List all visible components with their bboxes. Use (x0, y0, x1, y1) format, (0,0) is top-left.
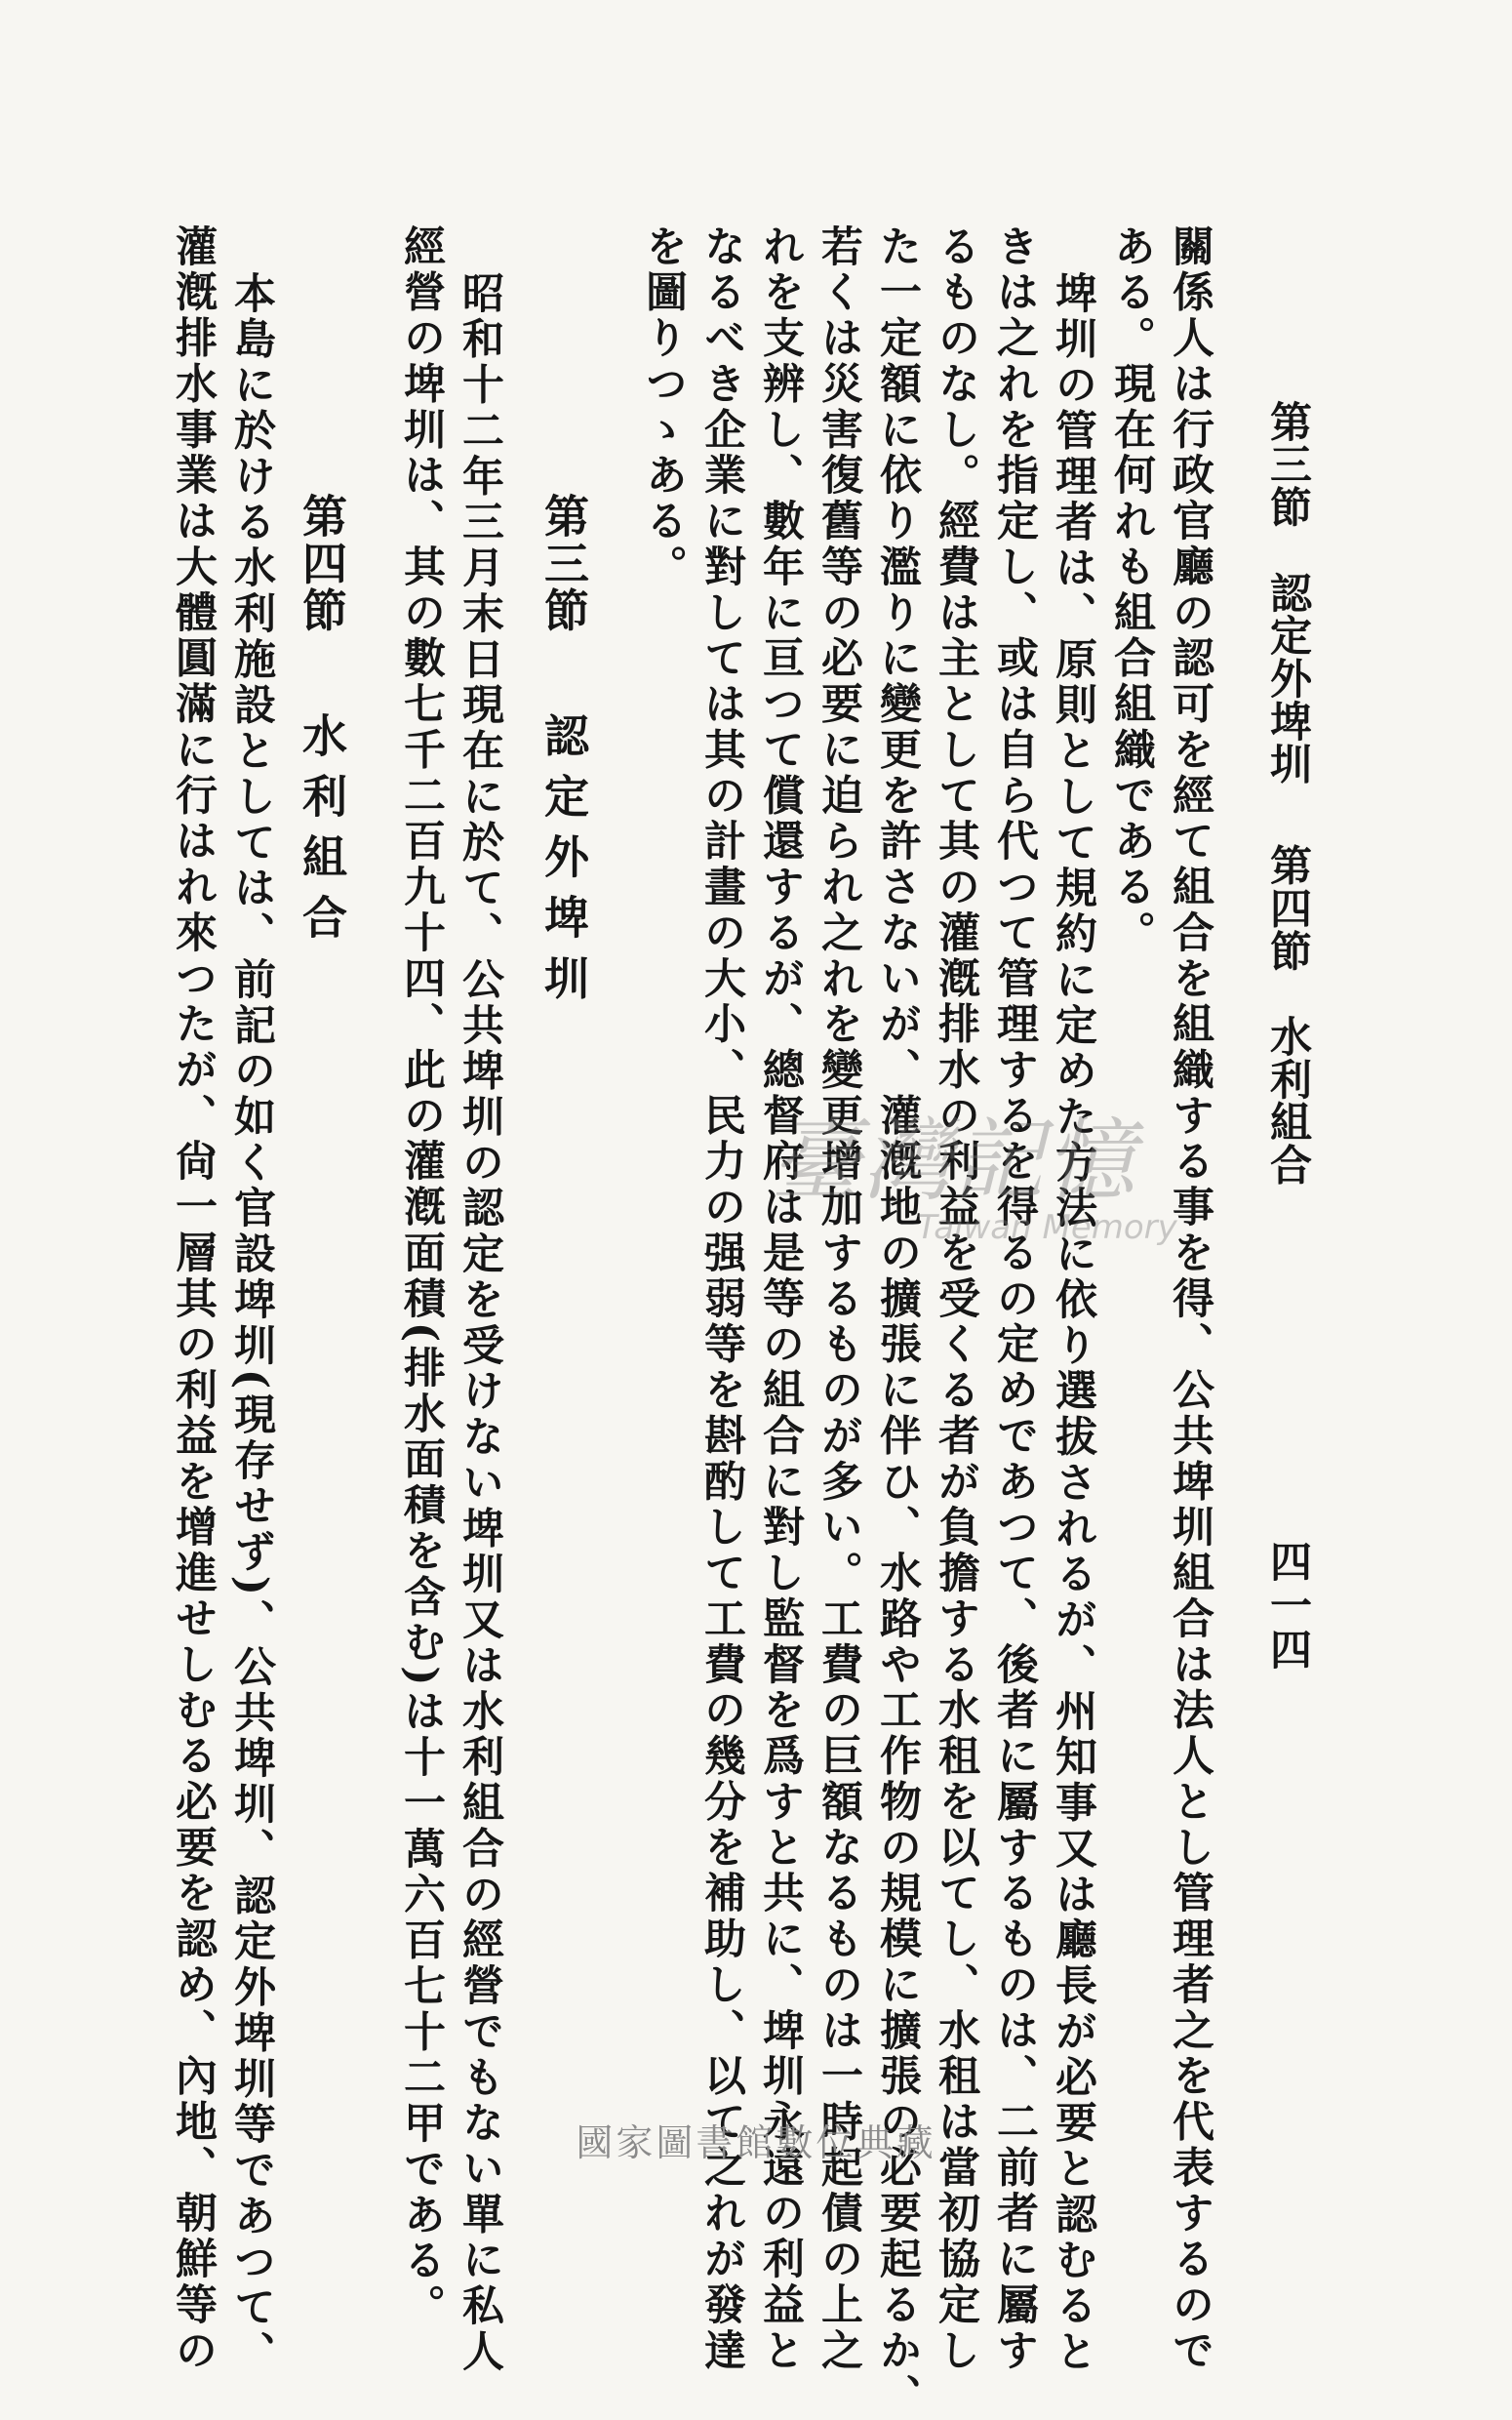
text-column: 昭和十二年三月末日現在に於て、公共埤圳の認定を受けない埤圳又は水利組合の經營でもない單に私人 (456, 271, 504, 2376)
running-header-left: 第三節 認定外埤圳 (1263, 400, 1312, 786)
section-heading-4 (293, 493, 351, 954)
watermark-sub: Taiwan Memory (917, 1208, 1177, 1247)
text-column: きは之れを指定し、或は自ら代つて管理するを得るの定めであつて、後者に屬するものは、二前者に屬す (990, 224, 1039, 2374)
text-column: 本島に於ける水利施設としては、前記の如く官設埤圳(現存せず)、公共埤圳、認定外埤圳等であつて、 (227, 271, 276, 2377)
running-header-right: 第四節 水利組合 (1263, 843, 1312, 1187)
text-column: ある。現在何れも組合組織である。 (1107, 224, 1156, 956)
section-3-title: 認定外埤圳 (537, 711, 590, 1016)
text-column: れを支辨し、數年に亘つて償還するが、總督府は是等の組合に對し監督を爲すと共に、埤圳永遠の利益と (756, 224, 805, 2374)
text-column: 經營の埤圳は、其の數七千二百九十四、此の灌漑面積(排水面積を含む)は十一萬六百七十二甲である。 (397, 224, 446, 2330)
text-column: 關係人は行政官廳の認可を經て組合を組織する事を得、公共埤圳組合は法人とし管理者之を代表するので (1166, 224, 1214, 2374)
text-column: 埤圳の管理者は、原則として規約に定めた方法に依り選拔されるが、州知事又は廳長が必要と認むると (1049, 271, 1097, 2376)
footer-library-credit: 國家圖書館數位典藏 (576, 2121, 936, 2164)
text-column: た一定額に依り濫りに變更を許さないが、灌漑地の擴張に伴ひ、水路や工作物の規模に擴張の必要起るか、 (873, 224, 922, 2420)
section-4-number: 第四節 (296, 493, 348, 634)
section-4-title: 水利組合 (296, 711, 348, 955)
text-column: るものなし。經費は主として其の灌漑排水の利益を受くる者が負擔する水租を以てし、水租は當初協定し (932, 224, 980, 2374)
section-3-number: 第三節 (537, 493, 590, 634)
watermark-main: 臺灣記憶 (771, 1109, 1137, 1213)
text-column: なるべき企業に對しては其の計畫の大小、民力の强弱等を斟酌して工費の幾分を補助し、以て之れが發達 (697, 224, 746, 2374)
text-column: 若くは災害復舊等の必要に迫られ之れを變更增加するものが多い。工費の巨額なるものは一時起債の上之 (815, 224, 863, 2374)
text-column: 灌漑排水事業は大體圓滿に行はれ來つたが、尙一層其の利益を增進せしむる必要を認め、內地、朝鮮等の (169, 224, 218, 2374)
section-heading-3 (535, 493, 593, 1015)
page-number: 四一四 (1263, 1540, 1312, 1673)
text-column: を圖りつゝある。 (639, 224, 688, 590)
running-header (1260, 400, 1315, 1187)
